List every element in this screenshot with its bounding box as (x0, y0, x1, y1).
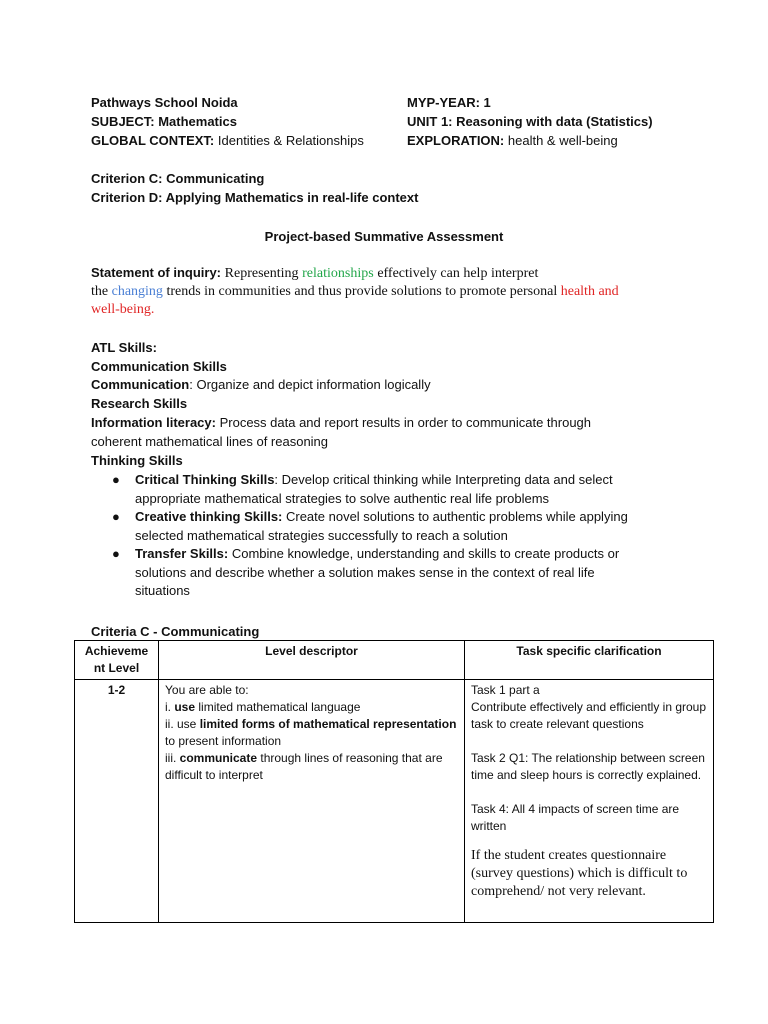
task1-title: Task 1 part a (471, 683, 540, 697)
list-item (91, 508, 691, 545)
global-context-line (91, 131, 364, 150)
task2-text: Task 2 Q1: The relationship between screen time and sleep hours is correctly explained. (471, 751, 705, 782)
bullet-label: Critical Thinking Skills (135, 472, 275, 487)
bullet-label: Creative thinking Skills: (135, 509, 283, 524)
descriptor-item-1: i. use limited mathematical language (165, 700, 361, 714)
inquiry-changing: changing (111, 284, 163, 299)
inquiry-health: health and (560, 284, 619, 299)
thinking-skills-list (91, 471, 691, 601)
bullet-icon: ● (112, 509, 120, 524)
questionnaire-note: If the student creates questionnaire (survey questions) which is difficult to comprehend/ not very relevant. (471, 848, 688, 899)
bullet-text-2: appropriate mathematical strategies to solve authentic real life problems (135, 490, 550, 506)
bullet-text-2: solutions and describe whether a solution makes sense in the context of real life (135, 564, 595, 580)
subject-line (91, 112, 237, 131)
subject-value: Mathematics (158, 114, 237, 129)
global-context-value: Identities & Relationships (217, 133, 364, 148)
thinking-skills-heading: Thinking Skills (91, 453, 183, 468)
info-literacy-label: Information literacy: (91, 415, 216, 430)
subject-label: SUBJECT: (91, 114, 155, 129)
level-cell: 1-2 (75, 680, 159, 923)
school-name: Pathways School Noida (91, 95, 238, 110)
info-literacy-text-1: Process data and report results in order to communicate through (219, 415, 592, 430)
research-skills-heading: Research Skills (91, 396, 188, 411)
bullet-sep: : (274, 472, 279, 487)
table-caption: Criteria C - Communicating (91, 624, 260, 639)
bullet-icon: ● (112, 472, 120, 487)
criterion-d: Criterion D: Applying Mathematics in real-life context (91, 190, 419, 205)
inquiry-label: Statement of inquiry: (91, 265, 222, 280)
inquiry-text-4: trends in communities and thus provide solutions to promote personal (166, 284, 558, 299)
bullet-text-2: selected mathematical strategies successfully to reach a solution (135, 527, 508, 543)
myp-year: MYP-YEAR: 1 (407, 95, 491, 110)
info-literacy-line-2: coherent mathematical lines of reasoning (91, 434, 329, 449)
inquiry-wellbeing: well-being. (91, 302, 155, 317)
communication-label: Communication (91, 377, 190, 392)
task1-text: Contribute effectively and efficiently in group task to create relevant questions (471, 700, 707, 731)
exploration-line (407, 131, 618, 150)
descriptor-cell (159, 680, 465, 923)
bullet-text: Develop critical thinking while Interpreting data and select (278, 472, 613, 487)
bullet-label: Transfer Skills: (135, 546, 229, 561)
communication-line (91, 375, 431, 394)
bullet-text: Combine knowledge, understanding and skills to create products or (228, 546, 620, 561)
communication-text: : Organize and depict information logically (189, 377, 431, 392)
criteria-table (74, 640, 714, 923)
descriptor-item-2: ii. use limited forms of mathematical representation to present information (165, 717, 457, 748)
inquiry-text-2: effectively can help interpret (377, 266, 539, 281)
exploration-value: health & well-being (507, 133, 618, 148)
header-achievement-level: Achieveme nt Level (75, 641, 159, 680)
communication-skills-heading: Communication Skills (91, 359, 227, 374)
inquiry-text-1: Representing (224, 266, 299, 281)
clarification-cell (465, 680, 714, 923)
inquiry-relationships: relationships (302, 266, 374, 281)
table-header-row (75, 641, 714, 680)
bullet-text: Create novel solutions to authentic problems while applying (282, 509, 628, 524)
table-row (75, 680, 714, 923)
global-context-label: GLOBAL CONTEXT: (91, 133, 215, 148)
criterion-c: Criterion C: Communicating (91, 171, 265, 186)
inquiry-line-2 (91, 282, 619, 301)
assessment-title: Project-based Summative Assessment (264, 229, 504, 244)
bullet-text-3: situations (135, 583, 190, 598)
task4-text: Task 4: All 4 impacts of screen time are written (471, 802, 680, 833)
header-level-descriptor: Level descriptor (159, 641, 465, 680)
header-task-clarification: Task specific clarification (465, 641, 714, 680)
list-item (91, 471, 691, 508)
exploration-label: EXPLORATION: (407, 133, 505, 148)
atl-heading: ATL Skills: (91, 340, 157, 355)
descriptor-item-3: iii. communicate through lines of reasoning that are difficult to interpret (165, 751, 443, 782)
inquiry-text-3: the (91, 284, 109, 299)
list-item (91, 545, 691, 601)
info-literacy-line-1 (91, 413, 591, 432)
descriptor-intro: You are able to: (165, 683, 249, 697)
inquiry-line-1 (91, 263, 538, 283)
unit-title: UNIT 1: Reasoning with data (Statistics) (407, 114, 653, 129)
bullet-icon: ● (112, 546, 120, 561)
